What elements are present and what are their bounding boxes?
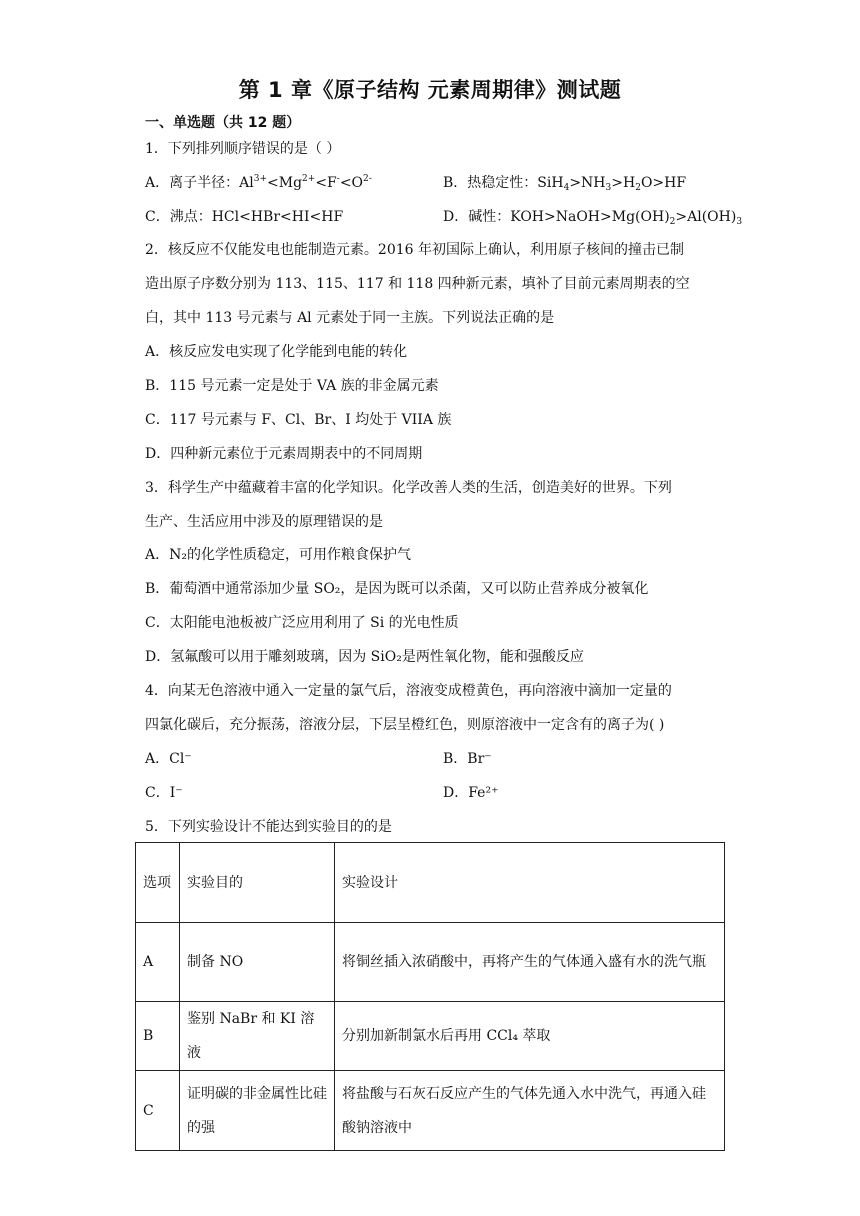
row-b-purpose: 鉴别 NaBr 和 KI 溶液 bbox=[180, 1002, 335, 1071]
section-heading: 一、单选题（共 12 题） bbox=[145, 115, 301, 131]
q3-option-b: B．葡萄酒中通常添加少量 SO₂，是因为既可以杀菌，又可以防止营养成分被氧化 bbox=[145, 581, 649, 597]
q3-stem-line2: 生产、生活应用中涉及的原理错误的是 bbox=[145, 514, 383, 530]
q4-stem-line1: 4．向某无色溶液中通入一定量的氯气后，溶液变成橙黄色，再向溶液中滴加一定量的 bbox=[145, 683, 672, 699]
q5-table bbox=[135, 842, 725, 1151]
q2-option-d: D．四种新元素位于元素周期表中的不同周期 bbox=[145, 446, 423, 462]
table-row bbox=[136, 923, 725, 1002]
q1-option-d: D．碱性：$KOH>NaOH>Mg(OH)_2>Al(OH)_3$ bbox=[443, 209, 743, 227]
q2-stem-line1: 2．核反应不仅能发电也能制造元素。2016 年初国际上确认，利用原子核间的撞击已制 bbox=[145, 242, 684, 258]
q3-option-a: A．N₂的化学性质稳定，可用作粮食保护气 bbox=[145, 547, 411, 563]
q2-option-a: A．核反应发电实现了化学能到电能的转化 bbox=[145, 344, 408, 360]
row-c-option: C bbox=[136, 1071, 180, 1151]
q3-option-d: D．氢氟酸可以用于雕刻玻璃，因为 SiO₂是两性氧化物，能和强酸反应 bbox=[145, 649, 584, 665]
header-purpose: 实验目的 bbox=[180, 843, 335, 923]
q4-option-b: B．Br⁻ bbox=[443, 751, 492, 767]
q1-stem: 1．下列排列顺序错误的是（ ） bbox=[145, 141, 341, 157]
q2-stem-line3: 白，其中 113 号元素与 Al 元素处于同一主族。下列说法正确的是 bbox=[145, 310, 555, 326]
q1-option-a: A．离子半径：$Al^{3+}<Mg^{2+}<F^-<O^{2-}$ bbox=[145, 174, 372, 191]
page-title: 第 1 章《原子结构 元素周期律》测试题 bbox=[238, 78, 622, 102]
row-a-purpose: 制备 NO bbox=[180, 923, 335, 1002]
row-c-purpose: 证明碳的非金属性比硅的强 bbox=[180, 1071, 335, 1151]
q4-stem-line2: 四氯化碳后，充分振荡，溶液分层，下层呈橙红色，则原溶液中一定含有的离子为( ) bbox=[145, 717, 665, 733]
row-b-design: 分别加新制氯水后再用 CCl₄ 萃取 bbox=[335, 1002, 725, 1071]
header-option: 选项 bbox=[136, 843, 180, 923]
header-design: 实验设计 bbox=[335, 843, 725, 923]
q2-option-b: B．115 号元素一定是处于 VA 族的非金属元素 bbox=[145, 378, 439, 394]
q4-option-c: C．I⁻ bbox=[145, 785, 183, 801]
q3-stem-line1: 3．科学生产中蕴藏着丰富的化学知识。化学改善人类的生活，创造美好的世界。下列 bbox=[145, 480, 672, 496]
q3-option-c: C．太阳能电池板被广泛应用利用了 Si 的光电性质 bbox=[145, 615, 459, 631]
row-a-design: 将铜丝插入浓硝酸中，再将产生的气体通入盛有水的洗气瓶 bbox=[335, 923, 725, 1002]
q1-option-d-formula: $KOH>NaOH>Mg(OH)_2>Al(OH)_3$ bbox=[510, 209, 743, 227]
row-b-option: B bbox=[136, 1002, 180, 1071]
q2-option-c: C．117 号元素与 F、Cl、Br、I 均处于 VIIA 族 bbox=[145, 412, 452, 428]
row-c-design: 将盐酸与石灰石反应产生的气体先通入水中洗气，再通入硅酸钠溶液中 bbox=[335, 1071, 725, 1151]
q2-stem-line2: 造出原子序数分别为 113、115、117 和 118 四种新元素，填补了目前元素周期表的空 bbox=[145, 276, 690, 292]
q1-option-c: C．沸点：HCl<HBr<HI<HF bbox=[145, 209, 344, 225]
q5-stem: 5．下列实验设计不能达到实验目的的是 bbox=[145, 819, 392, 835]
q1-option-b: B．热稳定性：$SiH_4>NH_3>H_2O>HF$ bbox=[443, 175, 687, 193]
row-a-option: A bbox=[136, 923, 180, 1002]
q1-option-a-formula: $Al^{3+}<Mg^{2+}<F^-<O^{2-}$ bbox=[239, 174, 372, 191]
q4-option-d: D．Fe²⁺ bbox=[443, 785, 499, 801]
table-header-row bbox=[136, 843, 725, 923]
q1-option-b-formula: $SiH_4>NH_3>H_2O>HF$ bbox=[537, 175, 687, 193]
q4-option-a: A．Cl⁻ bbox=[145, 751, 192, 767]
table-row bbox=[136, 1002, 725, 1071]
table-row bbox=[136, 1071, 725, 1151]
